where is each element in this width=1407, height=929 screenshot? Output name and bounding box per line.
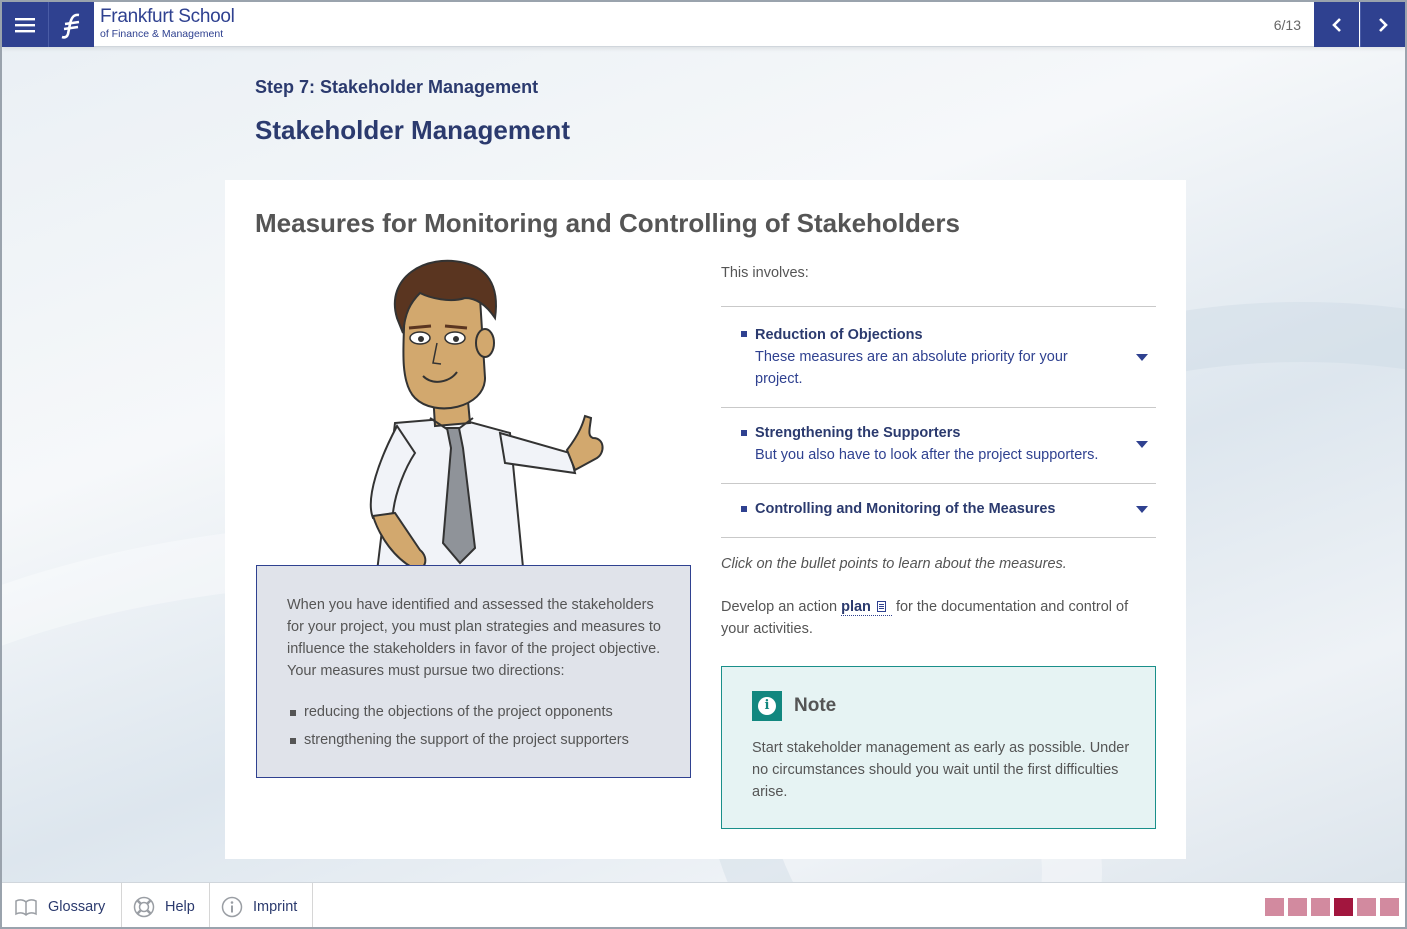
glossary-label: Glossary bbox=[48, 898, 106, 915]
businessman-illustration bbox=[335, 258, 615, 588]
menu-icon bbox=[15, 17, 35, 33]
develop-text-before: Develop an action bbox=[721, 599, 842, 615]
instruction-hint: Click on the bullet points to learn about the measures. bbox=[721, 556, 1067, 572]
logo-line-2: of Finance & Management bbox=[100, 28, 224, 40]
chevron-down-icon bbox=[1136, 506, 1148, 513]
intro-list-item: strengthening the support of the project supporters bbox=[290, 729, 629, 757]
info-circle-icon bbox=[221, 896, 243, 918]
card-title: Measures for Monitoring and Controlling of Stakeholders bbox=[255, 208, 960, 238]
chevron-down-icon bbox=[1136, 441, 1148, 448]
bullet-icon bbox=[741, 331, 747, 337]
progress-segment[interactable] bbox=[1311, 898, 1330, 916]
accordion-title: Reduction of Objections bbox=[755, 327, 923, 343]
bullet-icon bbox=[741, 430, 747, 436]
info-icon: i bbox=[752, 691, 782, 721]
intro-text: When you have identified and assessed the stakeholders for your project, you must plan strategies and measures to influence the stakeholders in favor of the project objective. Your measures must pursue two directions: bbox=[287, 597, 661, 679]
content-card bbox=[225, 180, 1186, 859]
logo-line-1: Frankfurt School bbox=[100, 6, 235, 27]
lifebuoy-icon bbox=[133, 896, 155, 918]
progress-segment[interactable] bbox=[1288, 898, 1307, 916]
page-indicator: 6/13 bbox=[1273, 17, 1301, 33]
progress-segment[interactable] bbox=[1357, 898, 1376, 916]
plan-link[interactable] bbox=[841, 599, 892, 616]
note-text: Start stakeholder management as early as possible. Under no circumstances should you wait until the first difficulties arise. bbox=[752, 740, 1130, 800]
chevron-down-icon bbox=[1136, 354, 1148, 361]
help-label: Help bbox=[165, 898, 195, 915]
accordion-title: Strengthening the Supporters bbox=[755, 425, 961, 441]
progress-segment[interactable] bbox=[1334, 898, 1353, 916]
menu-button[interactable] bbox=[2, 2, 48, 47]
book-icon bbox=[14, 898, 38, 916]
document-icon bbox=[877, 601, 886, 612]
accordion-item-supporters[interactable] bbox=[721, 408, 1156, 484]
intro-box bbox=[256, 565, 691, 778]
logo-icon bbox=[48, 2, 94, 47]
intro-list-item: reducing the objections of the project opponents bbox=[290, 701, 629, 729]
glossary-button[interactable] bbox=[2, 883, 122, 929]
step-title: Step 7: Stakeholder Management bbox=[255, 77, 539, 97]
chevron-right-icon bbox=[1377, 17, 1389, 33]
measures-accordion bbox=[721, 306, 1156, 538]
imprint-label: Imprint bbox=[253, 898, 298, 915]
develop-text bbox=[721, 596, 1151, 640]
accordion-item-reduction[interactable] bbox=[721, 307, 1156, 408]
bullet-icon bbox=[741, 506, 747, 512]
accordion-subtitle: These measures are an absolute priority for your project. bbox=[755, 349, 1068, 387]
plan-link-label: plan bbox=[841, 599, 871, 615]
next-page-button[interactable] bbox=[1360, 2, 1405, 47]
bottom-bar bbox=[2, 882, 1405, 929]
accordion-subtitle: But you also have to look after the project supporters. bbox=[755, 447, 1099, 463]
logo-wordmark bbox=[100, 7, 235, 41]
previous-page-button[interactable] bbox=[1314, 2, 1359, 47]
note-box bbox=[721, 666, 1156, 829]
intro-list bbox=[290, 701, 629, 757]
top-bar bbox=[2, 2, 1405, 47]
chevron-left-icon bbox=[1331, 17, 1343, 33]
page-title: Stakeholder Management bbox=[255, 115, 570, 145]
involves-label: This involves: bbox=[721, 265, 809, 281]
chapter-progress bbox=[1265, 898, 1399, 916]
progress-segment[interactable] bbox=[1265, 898, 1284, 916]
develop-text-after: for the documentation and control of your activities. bbox=[721, 599, 1129, 637]
help-button[interactable] bbox=[122, 883, 210, 929]
accordion-item-controlling[interactable] bbox=[721, 484, 1156, 538]
note-title: Note bbox=[794, 695, 837, 716]
imprint-button[interactable] bbox=[210, 883, 313, 929]
accordion-title: Controlling and Monitoring of the Measures bbox=[755, 501, 1056, 517]
progress-segment[interactable] bbox=[1380, 898, 1399, 916]
